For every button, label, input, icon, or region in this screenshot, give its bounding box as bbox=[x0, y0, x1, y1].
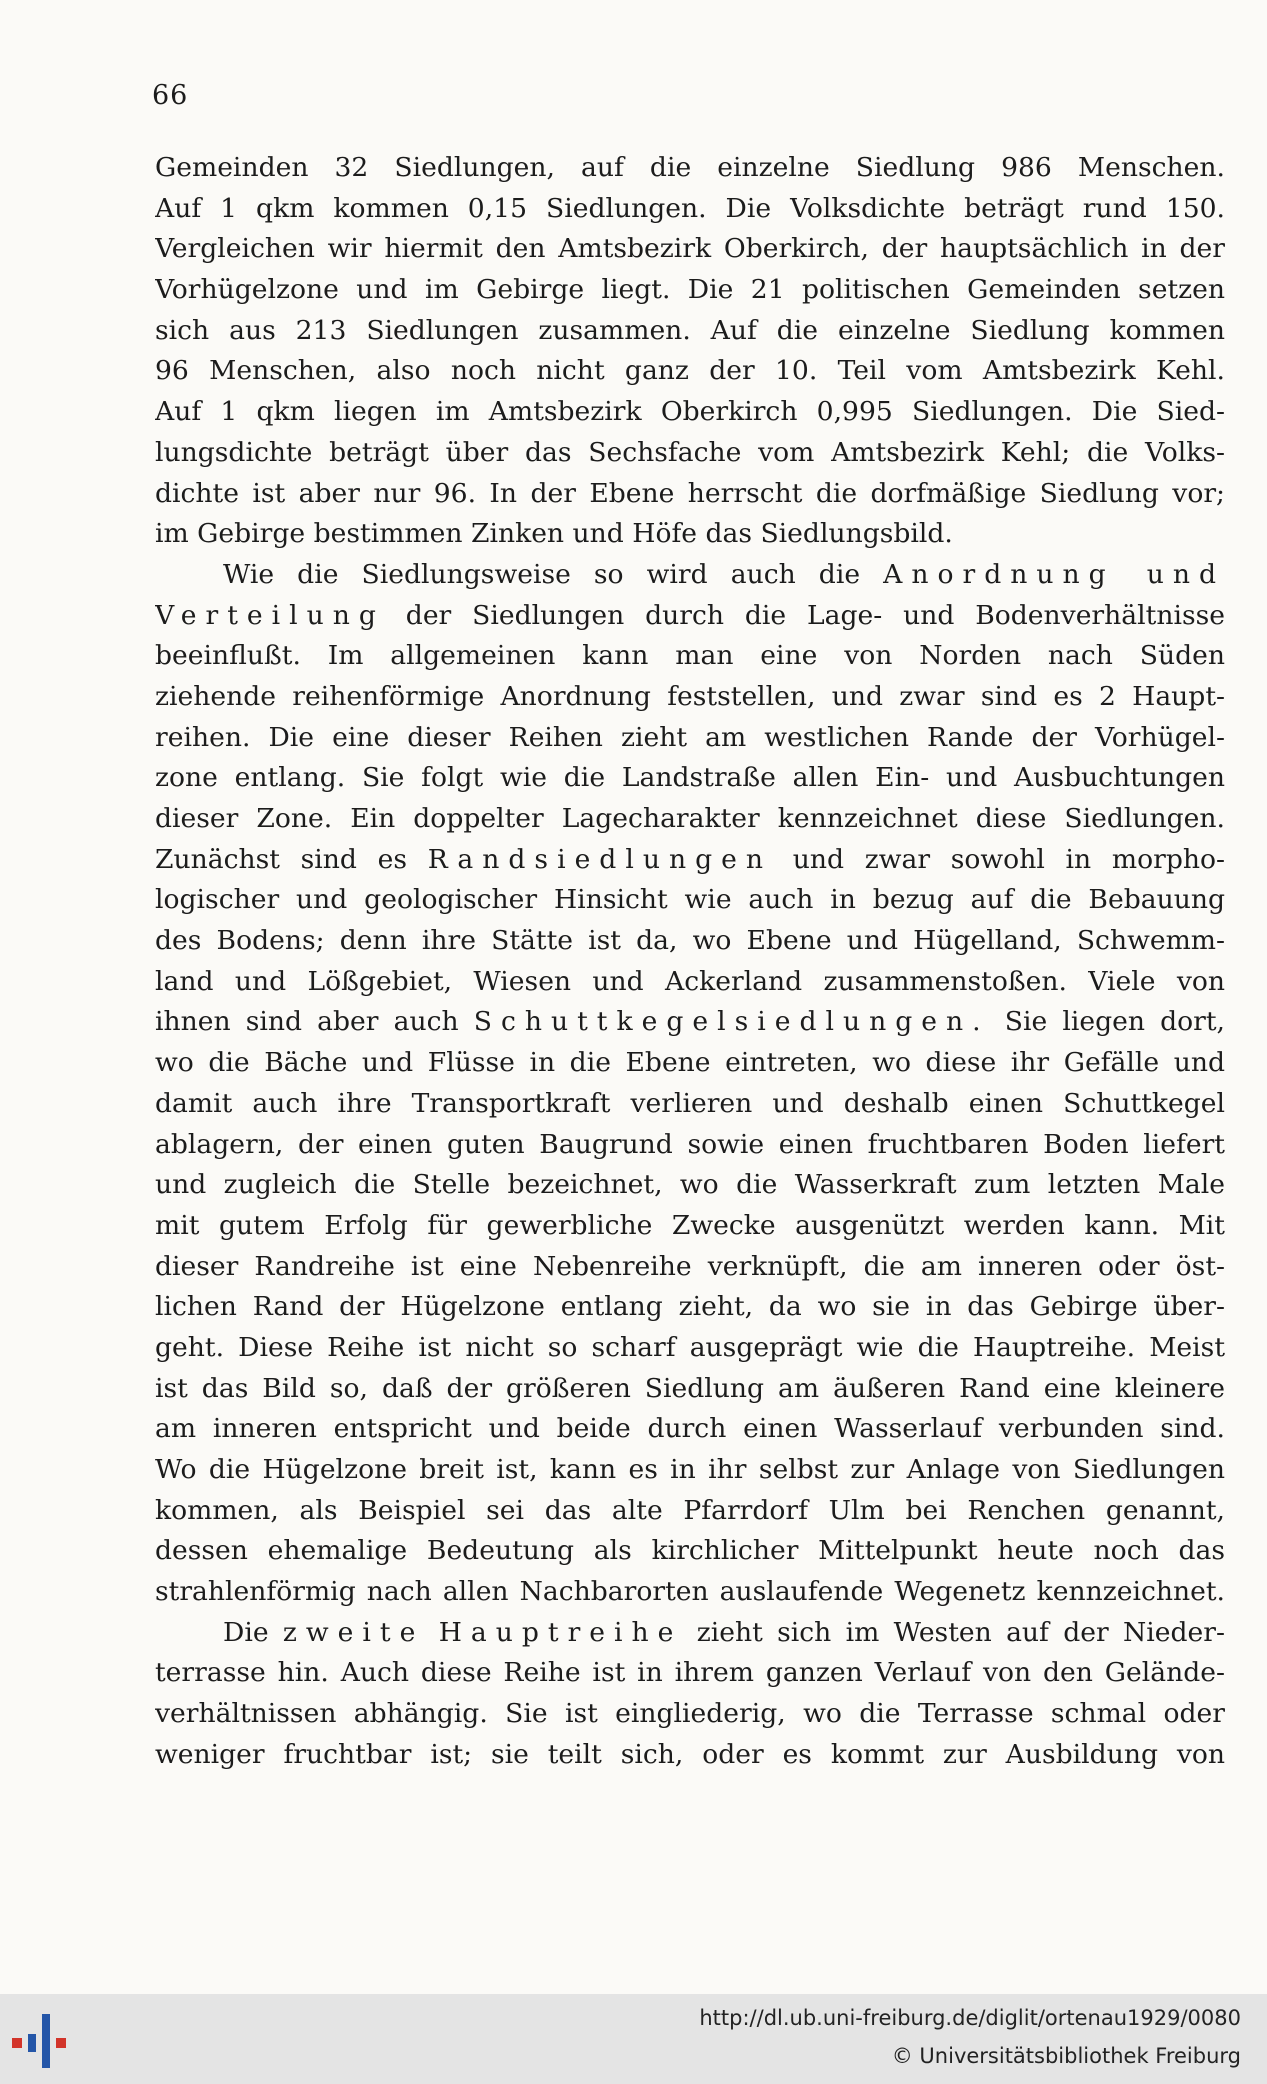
text-line: ist das Bild so, daß der größeren Siedlung am äußeren Rand eine kleinere bbox=[155, 1372, 1225, 1404]
text-line: 96 Menschen, also noch nicht ganz der 10. Teil vom Amtsbezirk Kehl. bbox=[155, 355, 1225, 387]
spaced-term-verteilung: Verteilung bbox=[155, 599, 385, 631]
spaced-term-schuttkegelsiedlungen: Schuttkegelsiedlungen. bbox=[473, 1006, 990, 1038]
text-line bbox=[155, 840, 1225, 881]
logo-red-square bbox=[12, 2038, 22, 2048]
text-line: zone entlang. Sie folgt wie die Landstraße allen Ein- und Ausbuchtungen bbox=[155, 762, 1225, 794]
footer-url-link[interactable]: http://dl.ub.uni-freiburg.de/diglit/ortenau1929/0080 bbox=[699, 2006, 1241, 2030]
text-line: Gemeinden 32 Siedlungen, auf die einzelne Siedlung 986 Menschen. bbox=[155, 152, 1225, 183]
text-line: Wo die Hügelzone breit ist, kann es in ihr selbst zur Anlage von Siedlungen bbox=[155, 1454, 1225, 1485]
text-line: Vorhügelzone und im Gebirge liegt. Die 21 politischen Gemeinden setzen bbox=[155, 274, 1225, 306]
text-run: Die bbox=[223, 1616, 269, 1648]
footer-bar bbox=[0, 1994, 1267, 2084]
text-run: Sie liegen dort, bbox=[1004, 1006, 1225, 1038]
text-line: lungsdichte beträgt über das Sechsfache vom Amtsbezirk Kehl; die Volks- bbox=[155, 436, 1225, 468]
text-line: lichen Rand der Hügelzone entlang zieht, da wo sie in das Gebirge über- bbox=[155, 1291, 1225, 1323]
text-run: und zwar sowohl in morpho- bbox=[792, 843, 1225, 875]
text-run: ihnen sind aber auch bbox=[155, 1006, 459, 1038]
text-run: Wie die Siedlungsweise so wird auch die bbox=[223, 558, 861, 590]
text-line: und zugleich die Stelle bezeichnet, wo die Wasserkraft zum letzten Male bbox=[155, 1169, 1225, 1201]
text-line: terrasse hin. Auch diese Reihe ist in ihrem ganzen Verlauf von den Gelände- bbox=[155, 1657, 1225, 1689]
text-line bbox=[155, 555, 1225, 596]
text-run: der Siedlungen durch die Lage- und Bodenverhältnisse bbox=[405, 599, 1225, 631]
text-run: Zunächst sind es bbox=[155, 843, 408, 875]
body-text bbox=[155, 148, 1225, 1776]
text-line: damit auch ihre Transportkraft verlieren und deshalb einen Schuttkegel bbox=[155, 1087, 1225, 1119]
logo-blue-bar-tall bbox=[42, 2014, 50, 2068]
text-run: zieht sich im Westen auf der Nieder- bbox=[696, 1616, 1225, 1648]
spaced-term-hauptreihe: Hauptreihe bbox=[438, 1616, 683, 1648]
text-line: wo die Bäche und Flüsse in die Ebene eintreten, wo diese ihr Gefälle und bbox=[155, 1047, 1225, 1079]
text-line: des Bodens; denn ihre Stätte ist da, wo Ebene und Hügelland, Schwemm- bbox=[155, 925, 1225, 957]
spaced-term-zweite: zweite bbox=[282, 1616, 425, 1648]
text-line: im Gebirge bestimmen Zinken und Höfe das Siedlungsbild. bbox=[155, 518, 953, 550]
text-line: ablagern, der einen guten Baugrund sowie einen fruchtbaren Boden liefert bbox=[155, 1128, 1225, 1160]
text-line bbox=[155, 1002, 1225, 1043]
text-line: land und Lößgebiet, Wiesen und Ackerland zusammenstoßen. Viele von bbox=[155, 965, 1225, 997]
text-line: weniger fruchtbar ist; sie teilt sich, oder es kommt zur Ausbildung von bbox=[155, 1738, 1225, 1770]
text-line: dieser Zone. Ein doppelter Lagecharakter kennzeichnet diese Siedlungen. bbox=[155, 803, 1225, 834]
text-line: dieser Randreihe ist eine Nebenreihe verknüpft, die am inneren oder öst- bbox=[155, 1250, 1225, 1282]
text-line: dichte ist aber nur 96. In der Ebene herrscht die dorfmäßige Siedlung vor; bbox=[155, 477, 1225, 509]
text-line bbox=[155, 596, 1225, 637]
text-line: am inneren entspricht und beide durch einen Wasserlauf verbunden sind. bbox=[155, 1413, 1225, 1445]
text-line: sich aus 213 Siedlungen zusammen. Auf die einzelne Siedlung kommen bbox=[155, 314, 1225, 346]
text-line bbox=[155, 1613, 1225, 1654]
text-line: geht. Diese Reihe ist nicht so scharf ausgeprägt wie die Hauptreihe. Meist bbox=[155, 1331, 1225, 1363]
text-line: Auf 1 qkm liegen im Amtsbezirk Oberkirch 0,995 Siedlungen. Die Sied- bbox=[155, 396, 1225, 428]
spaced-term-anordnung: Anordnung und bbox=[883, 558, 1225, 590]
text-line: Auf 1 qkm kommen 0,15 Siedlungen. Die Volksdichte beträgt rund 150. bbox=[155, 192, 1225, 224]
spaced-term-randsiedlungen: Randsiedlungen bbox=[427, 843, 772, 875]
ub-freiburg-logo-icon bbox=[6, 2014, 86, 2068]
text-line: ziehende reihenförmige Anordnung feststellen, und zwar sind es 2 Haupt- bbox=[155, 680, 1225, 712]
text-line: Vergleichen wir hiermit den Amtsbezirk Oberkirch, der hauptsächlich in der bbox=[155, 233, 1225, 265]
text-line: mit gutem Erfolg für gewerbliche Zwecke ausgenützt werden kann. Mit bbox=[155, 1209, 1225, 1241]
text-line: kommen, als Beispiel sei das alte Pfarrdorf Ulm bei Renchen genannt, bbox=[155, 1494, 1225, 1526]
text-line: verhältnissen abhängig. Sie ist eingliederig, wo die Terrasse schmal oder bbox=[155, 1698, 1225, 1730]
logo-blue-bar bbox=[28, 2034, 36, 2052]
text-line: strahlenförmig nach allen Nachbarorten auslaufende Wegenetz kennzeichnet. bbox=[155, 1576, 1225, 1608]
text-line: beeinflußt. Im allgemeinen kann man eine von Norden nach Süden bbox=[155, 640, 1225, 672]
text-line: logischer und geologischer Hinsicht wie auch in bezug auf die Bebauung bbox=[155, 884, 1225, 916]
logo-red-square bbox=[56, 2038, 66, 2048]
footer-copyright: © Universitätsbibliothek Freiburg bbox=[891, 2044, 1241, 2068]
text-line: dessen ehemalige Bedeutung als kirchlicher Mittelpunkt heute noch das bbox=[155, 1535, 1225, 1567]
text-line: reihen. Die eine dieser Reihen zieht am westlichen Rande der Vorhügel- bbox=[155, 721, 1225, 753]
page-number: 66 bbox=[152, 80, 189, 111]
